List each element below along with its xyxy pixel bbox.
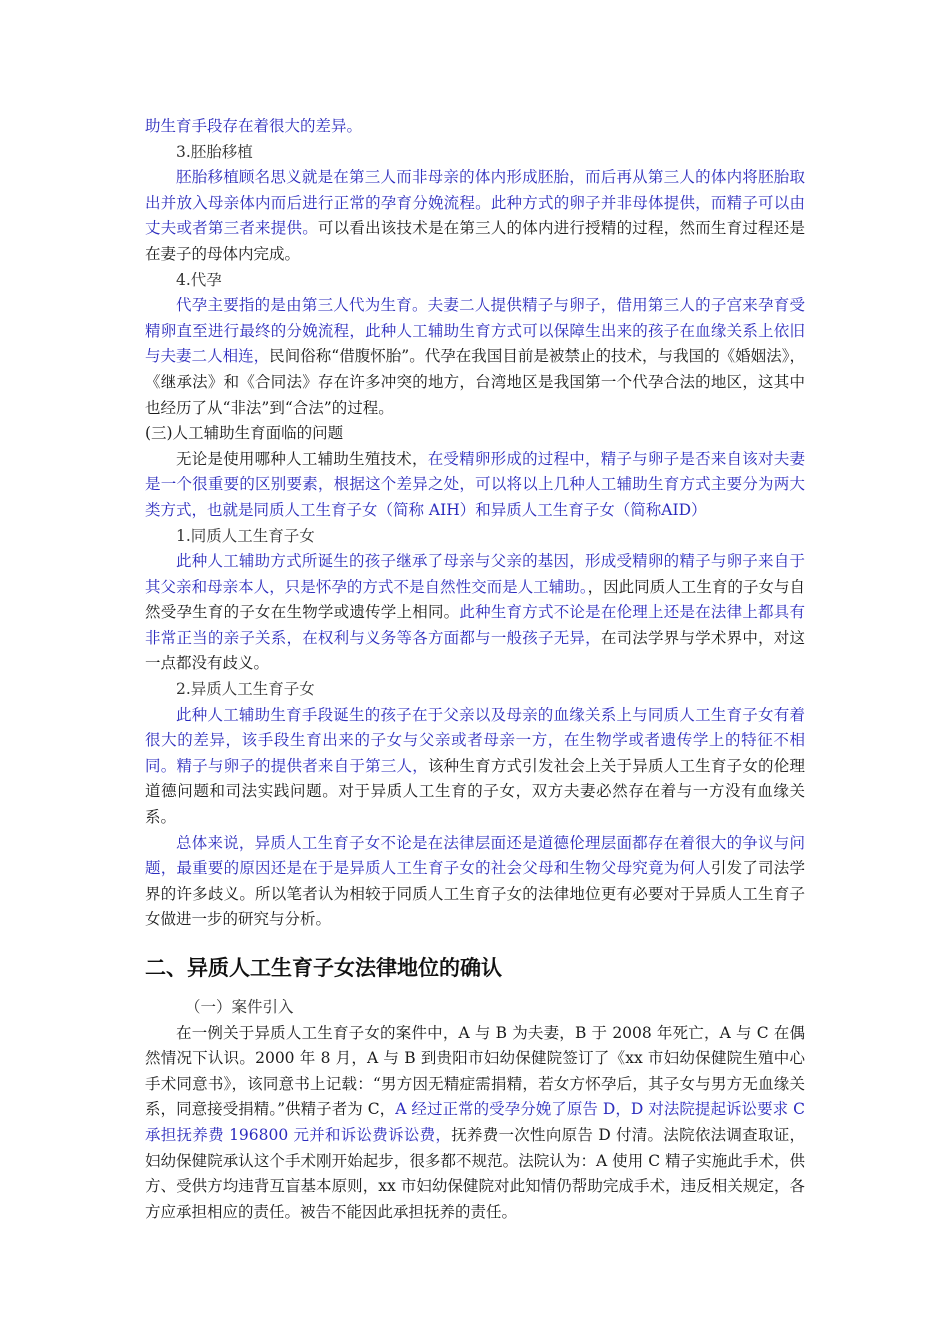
text-run: 助生育手段存在着很大的差异。: [145, 117, 363, 135]
paragraph-aid: [145, 703, 805, 831]
paragraph-aih: [145, 549, 805, 677]
paragraph-summary: [145, 831, 805, 933]
text-run: 胚胎移植顾名思义就是在第三人而非母亲的体内形成胚胎，而后再从第三人的体内将胚胎取出并放入母亲体内而后进行正常的孕育分娩流程。此种方式的卵子并非母体提供，而精子可以由丈夫或者第三者来提供。: [145, 168, 805, 238]
text-run: 在受精卵形成的过程中，精子与卵子是否来自该对夫妻是一个很重要的区别要素，根据这个差异之处，可以将以上几种人工辅助生育方式主要分为两大类方式，也就是同质人工生育子女（简称 AIH）和异质人工生育子女（简称AID）: [145, 449, 805, 519]
text-run: 此种人工辅助方式所诞生的孩子继承了母亲与父亲的基因，形成受精卵的精子与卵子来自于其父亲和母亲本人，只是怀孕的方式不是自然性交而是人工辅助。: [145, 552, 805, 596]
text-run: 此种生育方式不论是在伦理上还是在法律上都具有非常正当的亲子关系，在权利与义务等各方面都与一般孩子无异，: [145, 603, 805, 647]
text-run: 可以看出该技术是在第三人的体内进行授精的过程，然而生育过程还是在妻子的母体内完成。: [145, 219, 805, 263]
section-heading-case: （一）案件引入: [185, 998, 294, 1016]
paragraph-case: [145, 1021, 805, 1226]
document-body: [145, 114, 805, 1225]
chapter-heading: 二、异质人工生育子女法律地位的确认: [145, 956, 502, 980]
text-run: A 经过正常的受孕分娩了原告 D，D 对法院提起诉讼要求 C 承担抚养费 196800 元并和诉讼费诉讼费，: [145, 1100, 805, 1144]
subheading-aih: 1.同质人工生育子女: [176, 526, 315, 545]
text-run: 此种人工辅助生育手段诞生的孩子在于父亲以及母亲的血缘关系上与同质人工生育子女有着很大的差异，该手段生育出来的子女与父亲或者母亲一方，在生物学或者遗传学上的特征不相同。精子与卵子的提供者来自于第三人，: [145, 705, 805, 775]
section-heading-problems: (三)人工辅助生育面临的问题: [145, 424, 344, 443]
paragraph-0: [145, 114, 805, 140]
text-run: 抚养费一次性向原告 D 付清。法院依法调查取证，妇幼保健院承认这个手术刚开始起步，很多都不规范。法院认为：A 使用 C 精子实施此手术，供方、受供方均违背互盲基本原则，xx 市妇幼保健院对此知情仍帮助完成手术，违反相关规定，各方应承担相应的责任。被告不能因此承担抚养的责任。: [145, 1125, 805, 1221]
text-run: 代孕主要指的是由第三人代为生育。夫妻二人提供精子与卵子，借用第三人的子宫来孕育受精卵直至进行最终的分娩流程，此种人工辅助生育方式可以保障生出来的孩子在血缘关系上依旧与夫妻二人相连，: [145, 296, 805, 366]
text-run: 总体来说，异质人工生育子女不论是在法律层面还是道德伦理层面都存在着很大的争议与问题，最重要的原因还是在于是异质人工生育子女的社会父母和生物父母究竟为何人: [145, 833, 805, 878]
subheading-aid: 2.异质人工生育子女: [176, 680, 315, 699]
text-run: 引发了司法学界的许多歧义。所以笔者认为相较于同质人工生育子女的法律地位更有必要对于异质人工生育子女做进一步的研究与分析。: [145, 859, 805, 929]
text-run: 在司法学界与学术界中，对这一点都没有歧义。: [145, 628, 805, 673]
subheading-surrogacy: 4.代孕: [176, 270, 222, 289]
paragraph-surrogacy: [145, 293, 805, 421]
text-run: 在一例关于异质人工生育子女的案件中，A 与 B 为夫妻，B 于 2008 年死亡，A 与 C 在偶然情况下认识。2000 年 8 月，A 与 B 到贵阳市妇幼保健院签订了《xx 市妇幼保健院生殖中心手术同意书》，该同意书上记载：“男方因无精症需捐精，若女方怀孕后，其子女与男方无血缘关系，同意接受捐精。”供精子者为 C，: [145, 1023, 805, 1119]
text-run: 该种生育方式引发社会上关于异质人工生育子女的伦理道德问题和司法实践问题。对于异质人工生育的子女，双方夫妻必然存在着与一方没有血缘关系。: [145, 756, 805, 827]
paragraph-embryo-transfer: [145, 165, 805, 267]
text-run: 民间俗称“借腹怀胎”。代孕在我国目前是被禁止的技术，与我国的《婚姻法》，《继承法》和《合同法》存在许多冲突的地方，台湾地区是我国第一个代孕合法的地区，这其中也经历了从“非法”到“合法”的过程。: [145, 347, 805, 417]
paragraph-problems: [145, 447, 805, 524]
subheading-embryo-transfer: 3.胚胎移植: [176, 142, 253, 161]
text-run: ，因此同质人工生育的子女与自然受孕生育的子女在生物学或遗传学上相同。: [145, 577, 805, 622]
text-run: 无论是使用哪种人工辅助生殖技术，: [176, 449, 428, 468]
